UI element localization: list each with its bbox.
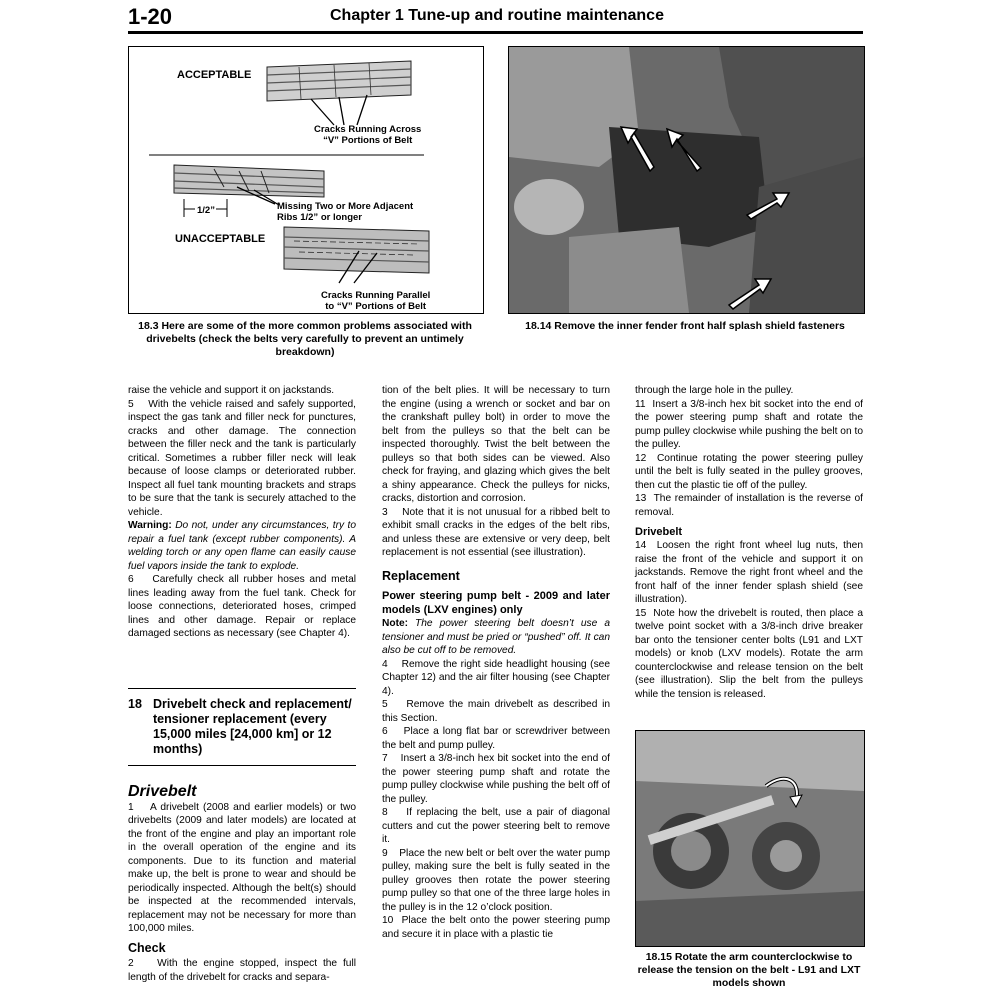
header-rule (128, 31, 863, 34)
figure-18-15-photo (635, 730, 865, 947)
drivebelt-heading: Drivebelt (128, 783, 197, 800)
column-1 (128, 384, 356, 641)
label-unacceptable: UNACCEPTABLE (175, 233, 266, 245)
paragraph-6: 6 Carefully check all rubber hoses and metal lines leading away from the fuel tank. Check for loose connections, deteriorated hoses, crimped lines and other damage. Repair or replace damaged sections as necessary (see Chapter 4). (128, 574, 356, 639)
column-3 (635, 384, 863, 701)
paragraph: through the large hole in the pulley. (635, 385, 794, 396)
paragraph: raise the vehicle and support it on jackstands. (128, 385, 335, 396)
note-label: Note: (382, 618, 409, 629)
check-heading: Check (128, 940, 166, 955)
belt-diagram (129, 47, 483, 313)
column-1-lower (128, 775, 356, 984)
column-2 (382, 384, 610, 941)
power-steering-heading: Power steering pump belt - 2009 and later models (LXV engines) only (382, 590, 610, 616)
caption-18-15: 18.15 Rotate the arm counterclockwise to release the tension on the belt - L91 and LXT models shown (637, 951, 861, 989)
note-text: The power steering belt doesn’t use a tensioner and must be pried or “pushed” off. It can also be cut off to be removed. (382, 618, 610, 656)
paragraph-9: 9 Place the new belt or belt over the water pump pulley, making sure the belt is fully seated in the pulley grooves then rotate the power steering pump pulley so that one of the three large holes in the pulley is in the 12 o’clock position. (382, 847, 610, 913)
paragraph-14: 14 Loosen the right front wheel lug nuts, then raise the front of the vehicle and support it on jackstands. Remove the right front wheel and the front half of the inner fender splash shield (see illustration). (635, 540, 863, 605)
figure-18-3 (128, 46, 484, 314)
unacceptable-belt (284, 227, 429, 273)
note (382, 617, 610, 658)
paragraph-5: 5 With the vehicle raised and safely supported, inspect the gas tank and filler neck for punctures, cracks and other damage. The connection between the filler neck and the tank is particularly critical. Sometimes a rubber filler neck will leak because of loose clamps or deteriorated rubber. Inspect all fuel tank mounting brackets and straps to be sure that the tank is securely attached to the vehicle. (128, 398, 356, 518)
tensioner-photo (636, 731, 864, 946)
label-cracks-parallel: Cracks Running Parallel to “V” Portions of Belt (321, 290, 431, 312)
section-18-heading (128, 697, 358, 757)
paragraph-13: 13 The remainder of installation is the reverse of removal. (635, 493, 863, 518)
warning-text: Do not, under any circumstances, try to repair a fuel tank (except rubber components). A welding torch or any open flame can easily cause fuel vapors inside the tank to explode. (128, 520, 356, 572)
paragraph-3: 3 Note that it is not unusual for a ribbed belt to exhibit small cracks in the edges of the belt ribs, and unless these are extensive or very deep, belt replacement is not essential (see illustration). (382, 506, 610, 558)
figure-18-14-photo (508, 46, 865, 314)
label-missing-ribs: Missing Two or More Adjacent Ribs 1/2” or longer (277, 201, 414, 223)
paragraph-10: 10 Place the belt onto the power steering pump and secure it in place with a plastic tie (382, 915, 610, 940)
paragraph-8: 8 If replacing the belt, use a pair of diagonal cutters and cut the power steering belt to remove it. (382, 807, 610, 845)
paragraph-4: 4 Remove the right side headlight housing (see Chapter 12) and the air filter housing (see Chapter 4). (382, 658, 610, 697)
paragraph-7: 7 Insert a 3/8-inch hex bit socket into the end of the power steering pump shaft and rotate the pump pulley clockwise while pushing the belt off of the pulley. (382, 753, 610, 805)
paragraph-11: 11 Insert a 3/8-inch hex bit socket into the end of the power steering pump shaft and rotate the pump pulley clockwise while pushing the belt on to the pulley. (635, 398, 863, 450)
label-half-inch: 1/2” (197, 205, 215, 216)
chapter-title: Chapter 1 Tune-up and routine maintenance (330, 7, 664, 24)
caption-18-14: 18.14 Remove the inner fender front half splash shield fasteners (525, 320, 845, 332)
paragraph-6: 6 Place a long flat bar or screwdriver between the belt and pump pulley. (382, 726, 610, 751)
section-rule-bottom (128, 765, 356, 766)
section-title: Drivebelt check and replacement/ tensioner replacement (every 15,000 miles [24,000 km] or 12 months) (153, 697, 352, 756)
label-cracks-across: Cracks Running Across “V” Portions of Belt (314, 124, 422, 146)
section-rule-top (128, 688, 356, 689)
paragraph-2: 2 With the engine stopped, inspect the full length of the drivebelt for cracks and separa- (128, 958, 356, 983)
paragraph-15: 15 Note how the drivebelt is routed, then place a twelve point socket with a 3/8-inch drive breaker bar onto the tensioner center bolts (L91 and LXT models) or knob (LXV models). Rotate the arm counterclockwise and release tension on the belt (see illustration). Slip the belt from the pulleys while the tension is released. (635, 607, 863, 700)
splash-shield-photo (509, 47, 864, 313)
paragraph-1: 1 A drivebelt (2008 and earlier models) or two drivebelts (2009 and later models) are located at the front of the engine and play an important role in the overall operation of the engine and its components. Due to its function and material make up, the belt is prone to wear and should be periodically inspected. Although the belt(s) should be inspected at the recommended intervals, replacement may not be necessary for more than 100,000 miles. (128, 801, 356, 934)
drivebelt-subheading: Drivebelt (635, 526, 683, 538)
acceptable-belt (267, 61, 411, 101)
caption-18-3: 18.3 Here are some of the more common problems associated with drivebelts (check the belts very carefully to prevent an untimely breakdown) (138, 320, 472, 358)
paragraph-12: 12 Continue rotating the power steering pulley until the belt is fully seated in the pulley grooves, then cut the plastic tie off of the pulley. (635, 452, 863, 491)
page-number: 1-20 (128, 4, 173, 29)
replacement-heading: Replacement (382, 568, 460, 583)
label-acceptable: ACCEPTABLE (177, 69, 252, 81)
paragraph-5: 5 Remove the main drivebelt as described in this Section. (382, 699, 610, 724)
paragraph: tion of the belt plies. It will be necessary to turn the engine (using a wrench or socket and bar on the crankshaft pulley bolt) in order to move the belt from the pulleys so that the belt can be inspected thoroughly. Twist the belt between the pulleys so that both sides can be viewed. Also check for fraying, and glazing which gives the belt a shiny appearance. Check the pulleys for nicks, cracks, distortion and corrosion. (382, 385, 610, 504)
warning-note (128, 519, 356, 573)
warning-label: Warning: (128, 520, 172, 531)
section-number: 18 (128, 697, 142, 711)
